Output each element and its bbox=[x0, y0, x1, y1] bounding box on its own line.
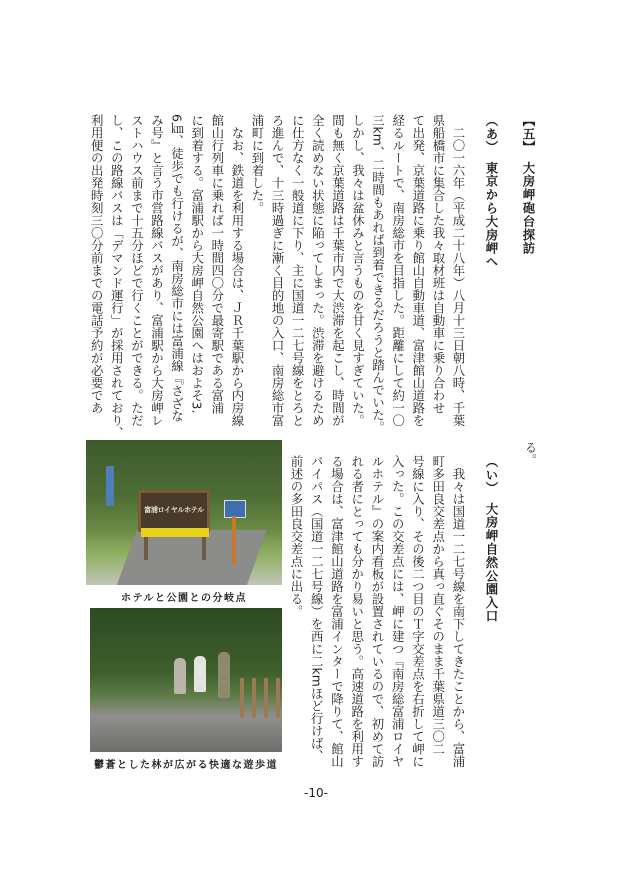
body-text-column: 経るルートで、南房総市を目指した。距離にして約一〇 bbox=[390, 114, 406, 427]
photo-caption: 鬱蒼とした林が広がる快適な遊歩道 bbox=[94, 760, 278, 771]
subsection-heading: （い） 大房岬自然公園入口 bbox=[484, 455, 499, 623]
body-text-column: 全く読めない状態に陥ってしまった。渋滞を避けるため bbox=[310, 114, 326, 427]
hotel-sign-text: 富浦ロイヤルホテル bbox=[144, 506, 204, 514]
photo-forest-path bbox=[90, 608, 282, 752]
wooden-fence bbox=[240, 678, 280, 718]
body-text-column: み号』と言う市営路線バスがあり、富浦駅から大房岬レ bbox=[149, 114, 165, 427]
body-text-column: 浦町に到着した。 bbox=[250, 114, 265, 214]
body-text-column: 利用便の出発時刻三〇分前までの電話予約が必要であ bbox=[89, 114, 105, 414]
hotel-sign bbox=[138, 490, 210, 532]
body-text-column: ルホテル』の案内看板が設置されているので、初めて訪 bbox=[370, 455, 385, 768]
sign-stand bbox=[232, 516, 236, 564]
body-text-column: に到着する。富浦駅から大房岬自然公園へはおよそ3. bbox=[189, 114, 205, 414]
body-text-column: 町多田良交差点から真っ直ぐそのまま千葉県道三〇二 bbox=[430, 455, 446, 755]
body-text-column: 入った。この交差点には、岬に建つ『南房総富浦ロイヤ bbox=[390, 455, 406, 768]
section-heading: 【五】 大房岬砲台探訪 bbox=[521, 114, 536, 256]
body-text-column: る。 bbox=[523, 441, 538, 466]
photo-hotel-park-junction bbox=[86, 440, 282, 585]
body-text-column: ろ進んで、十三時過ぎに漸く目的地の入口、南房総市富 bbox=[270, 114, 286, 427]
body-text-column: しかし、我々は盆休みと言うものを甘く見すぎていた。 bbox=[350, 114, 366, 427]
body-text-column: 三km、二時間もあれば到着できるだろうと踏んでいた。 bbox=[370, 114, 386, 434]
body-text-column: 我々は国道一二七号線を南下してきたことから、富浦 bbox=[451, 455, 466, 768]
photo-caption: ホテルと公園との分岐点 bbox=[121, 593, 247, 604]
body-text-column: 館山行列車に乗れば一時間四〇分で最寄駅である富浦 bbox=[209, 114, 225, 414]
body-text-column: 前述の多田良交差点に出る。 bbox=[289, 455, 304, 618]
hotel-sign-notice bbox=[141, 528, 209, 537]
body-text-column: なお、鉄道を利用する場合は、ＪＲ千葉駅から内房線 bbox=[229, 114, 245, 427]
body-text-column: 二〇一六年（平成二十八年）八月十三日朝八時、千葉 bbox=[451, 114, 466, 427]
body-text-column: て出発、京葉道路に乗り館山自動車道、富津館山道路を bbox=[410, 114, 426, 427]
body-text-column: 県船橋市に集合した我々取材班は自動車に乗り合わせ bbox=[430, 114, 446, 414]
body-text-column: 号線に入り、その後二つ目のＴ字交差点を右折して岬に bbox=[410, 455, 426, 768]
road bbox=[115, 530, 267, 585]
body-text-column: バイパス（国道一二七号線）を西に二kmほど行けば、 bbox=[309, 455, 325, 762]
body-text-column: ストハウス前まで十五分ほどで行くことができる。ただ bbox=[129, 114, 145, 427]
walker bbox=[218, 652, 230, 698]
bus-stop-sign bbox=[106, 466, 114, 506]
body-text-column: 6㎞、徒歩でも行けるが、南房総市には富浦線『さざな bbox=[169, 114, 185, 422]
page-number: -10- bbox=[304, 786, 328, 800]
subsection-heading: （あ） 東京から大房岬へ bbox=[484, 114, 499, 269]
body-text-column: る場合は、富津館山道路を富浦インターで降りて、館山 bbox=[329, 455, 345, 768]
walker bbox=[194, 656, 206, 692]
body-text-column: 間も無く京葉道路は千葉市内で大渋滞を起こし、時間が bbox=[330, 114, 346, 427]
body-text-column: に仕方なく一般道に下り、主に国道一二七号線をとろと bbox=[290, 114, 306, 427]
walker bbox=[174, 658, 186, 694]
body-text-column: し、この路線バスは「デマンド運行」が採用されており、 bbox=[109, 114, 125, 439]
body-text-column: れる者にとっても分かり易いと思う。高速道路を利用す bbox=[349, 455, 365, 768]
